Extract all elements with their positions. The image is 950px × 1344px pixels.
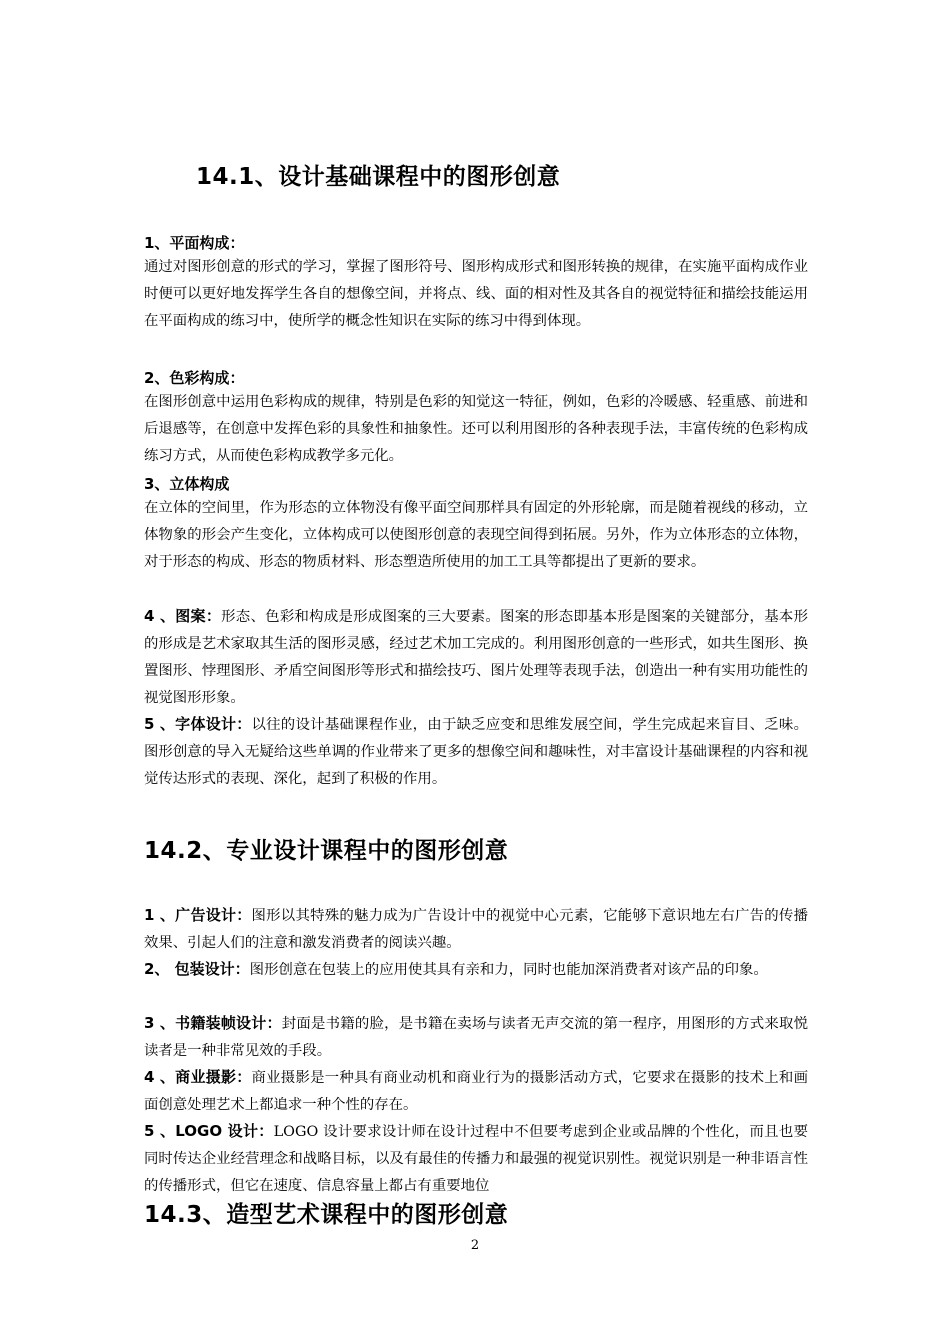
s2-paragraph-3: 封面是书籍的脸，是书籍在卖场与读者无声交流的第一程序，用图形的方式来取悦读者是一种非常见效的手段。 — [144, 1016, 808, 1059]
s1-heading-1: 1、平面构成： — [144, 234, 245, 252]
s2-paragraph-2: 图形创意在包装上的应用使其具有亲和力，同时也能加深消费者对该产品的印象。 — [249, 962, 768, 978]
s1-item-5 — [144, 711, 808, 793]
s2-paragraph-5: LOGO 设计要求设计师在设计过程中不但要考虑到企业或品牌的个性化，而且也要同时传达企业经营理念和战略目标，以及有最佳的传播力和最强的视觉识别性。视觉识别是一种非语言性的传播形式，但它在速度、信息容量上都占有重要地位 — [144, 1124, 808, 1194]
s1-item-4 — [144, 603, 808, 712]
s2-heading-2: 2、 包装设计： — [144, 960, 250, 978]
page-number: 2 — [470, 1238, 480, 1253]
s2-heading-4: 4 、商业摄影： — [144, 1068, 252, 1086]
s1-paragraph-2: 在图形创意中运用色彩构成的规律，特别是色彩的知觉这一特征，例如，色彩的冷暖感、轻重感、前进和后退感等，在创意中发挥色彩的具象性和抽象性。还可以利用图形的各种表现手法，丰富传统的色彩构成练习方式，从而使色彩构成教学多元化。 — [144, 394, 808, 464]
s1-heading-2: 2、色彩构成： — [144, 369, 245, 387]
s2-paragraph-4: 商业摄影是一种具有商业动机和商业行为的摄影活动方式，它要求在摄影的技术上和画面创意处理艺术上都追求一种个性的存在。 — [144, 1070, 808, 1113]
s2-item-1 — [144, 902, 808, 957]
s2-item-3 — [144, 1010, 808, 1065]
s1-paragraph-4: 形态、色彩和构成是形成图案的三大要素。图案的形态即基本形是图案的关键部分，基本形的形成是艺术家取其生活的图形灵感，经过艺术加工完成的。利用图形创意的一些形式，如共生图形、换置图形、悖理图形、矛盾空间图形等形式和描绘技巧、图片处理等表现手法，创造出一种有实用功能性的视觉图形形象。 — [144, 609, 808, 706]
s2-paragraph-1: 图形以其特殊的魅力成为广告设计中的视觉中心元素，它能够下意识地左右广告的传播效果、引起人们的注意和激发消费者的阅读兴趣。 — [144, 908, 808, 951]
s1-paragraph-5: 以往的设计基础课程作业，由于缺乏应变和思维发展空间，学生完成起来盲目、乏味。图形创意的导入无疑给这些单调的作业带来了更多的想像空间和趣味性，对丰富设计基础课程的内容和视觉传达形式的表现、深化，起到了积极的作用。 — [144, 717, 808, 787]
s2-heading-1: 1 、广告设计： — [144, 906, 252, 924]
s1-paragraph-3: 在立体的空间里，作为形态的立体物没有像平面空间那样具有固定的外形轮廓，而是随着视线的移动，立体物象的形会产生变化，立体构成可以使图形创意的表现空间得到拓展。另外，作为立体形态的立体物，对于形态的构成、形态的物质材料、形态塑造所使用的加工工具等都提出了更新的要求。 — [144, 500, 808, 570]
s1-paragraph-1: 通过对图形创意的形式的学习，掌握了图形符号、图形构成形式和图形转换的规律，在实施平面构成作业时便可以更好地发挥学生各自的想像空间，并将点、线、面的相对性及其各自的视觉特征和描绘技能运用在平面构成的练习中，使所学的概念性知识在实际的练习中得到体现。 — [144, 259, 808, 329]
s2-item-2 — [144, 956, 808, 984]
s1-heading-3: 3、立体构成 — [144, 475, 230, 493]
s2-item-4 — [144, 1064, 808, 1119]
s1-heading-4: 4 、图案： — [144, 607, 222, 625]
section-1-title: 14.1、设计基础课程中的图形创意 — [196, 164, 561, 190]
s2-item-5 — [144, 1118, 808, 1200]
s2-heading-3: 3 、书籍装帧设计： — [144, 1014, 282, 1032]
section-2-title: 14.2、专业设计课程中的图形创意 — [144, 838, 509, 864]
s1-heading-5: 5 、字体设计： — [144, 715, 252, 733]
s2-heading-5: 5 、LOGO 设计： — [144, 1122, 274, 1140]
section-3-title: 14.3、造型艺术课程中的图形创意 — [144, 1202, 509, 1228]
